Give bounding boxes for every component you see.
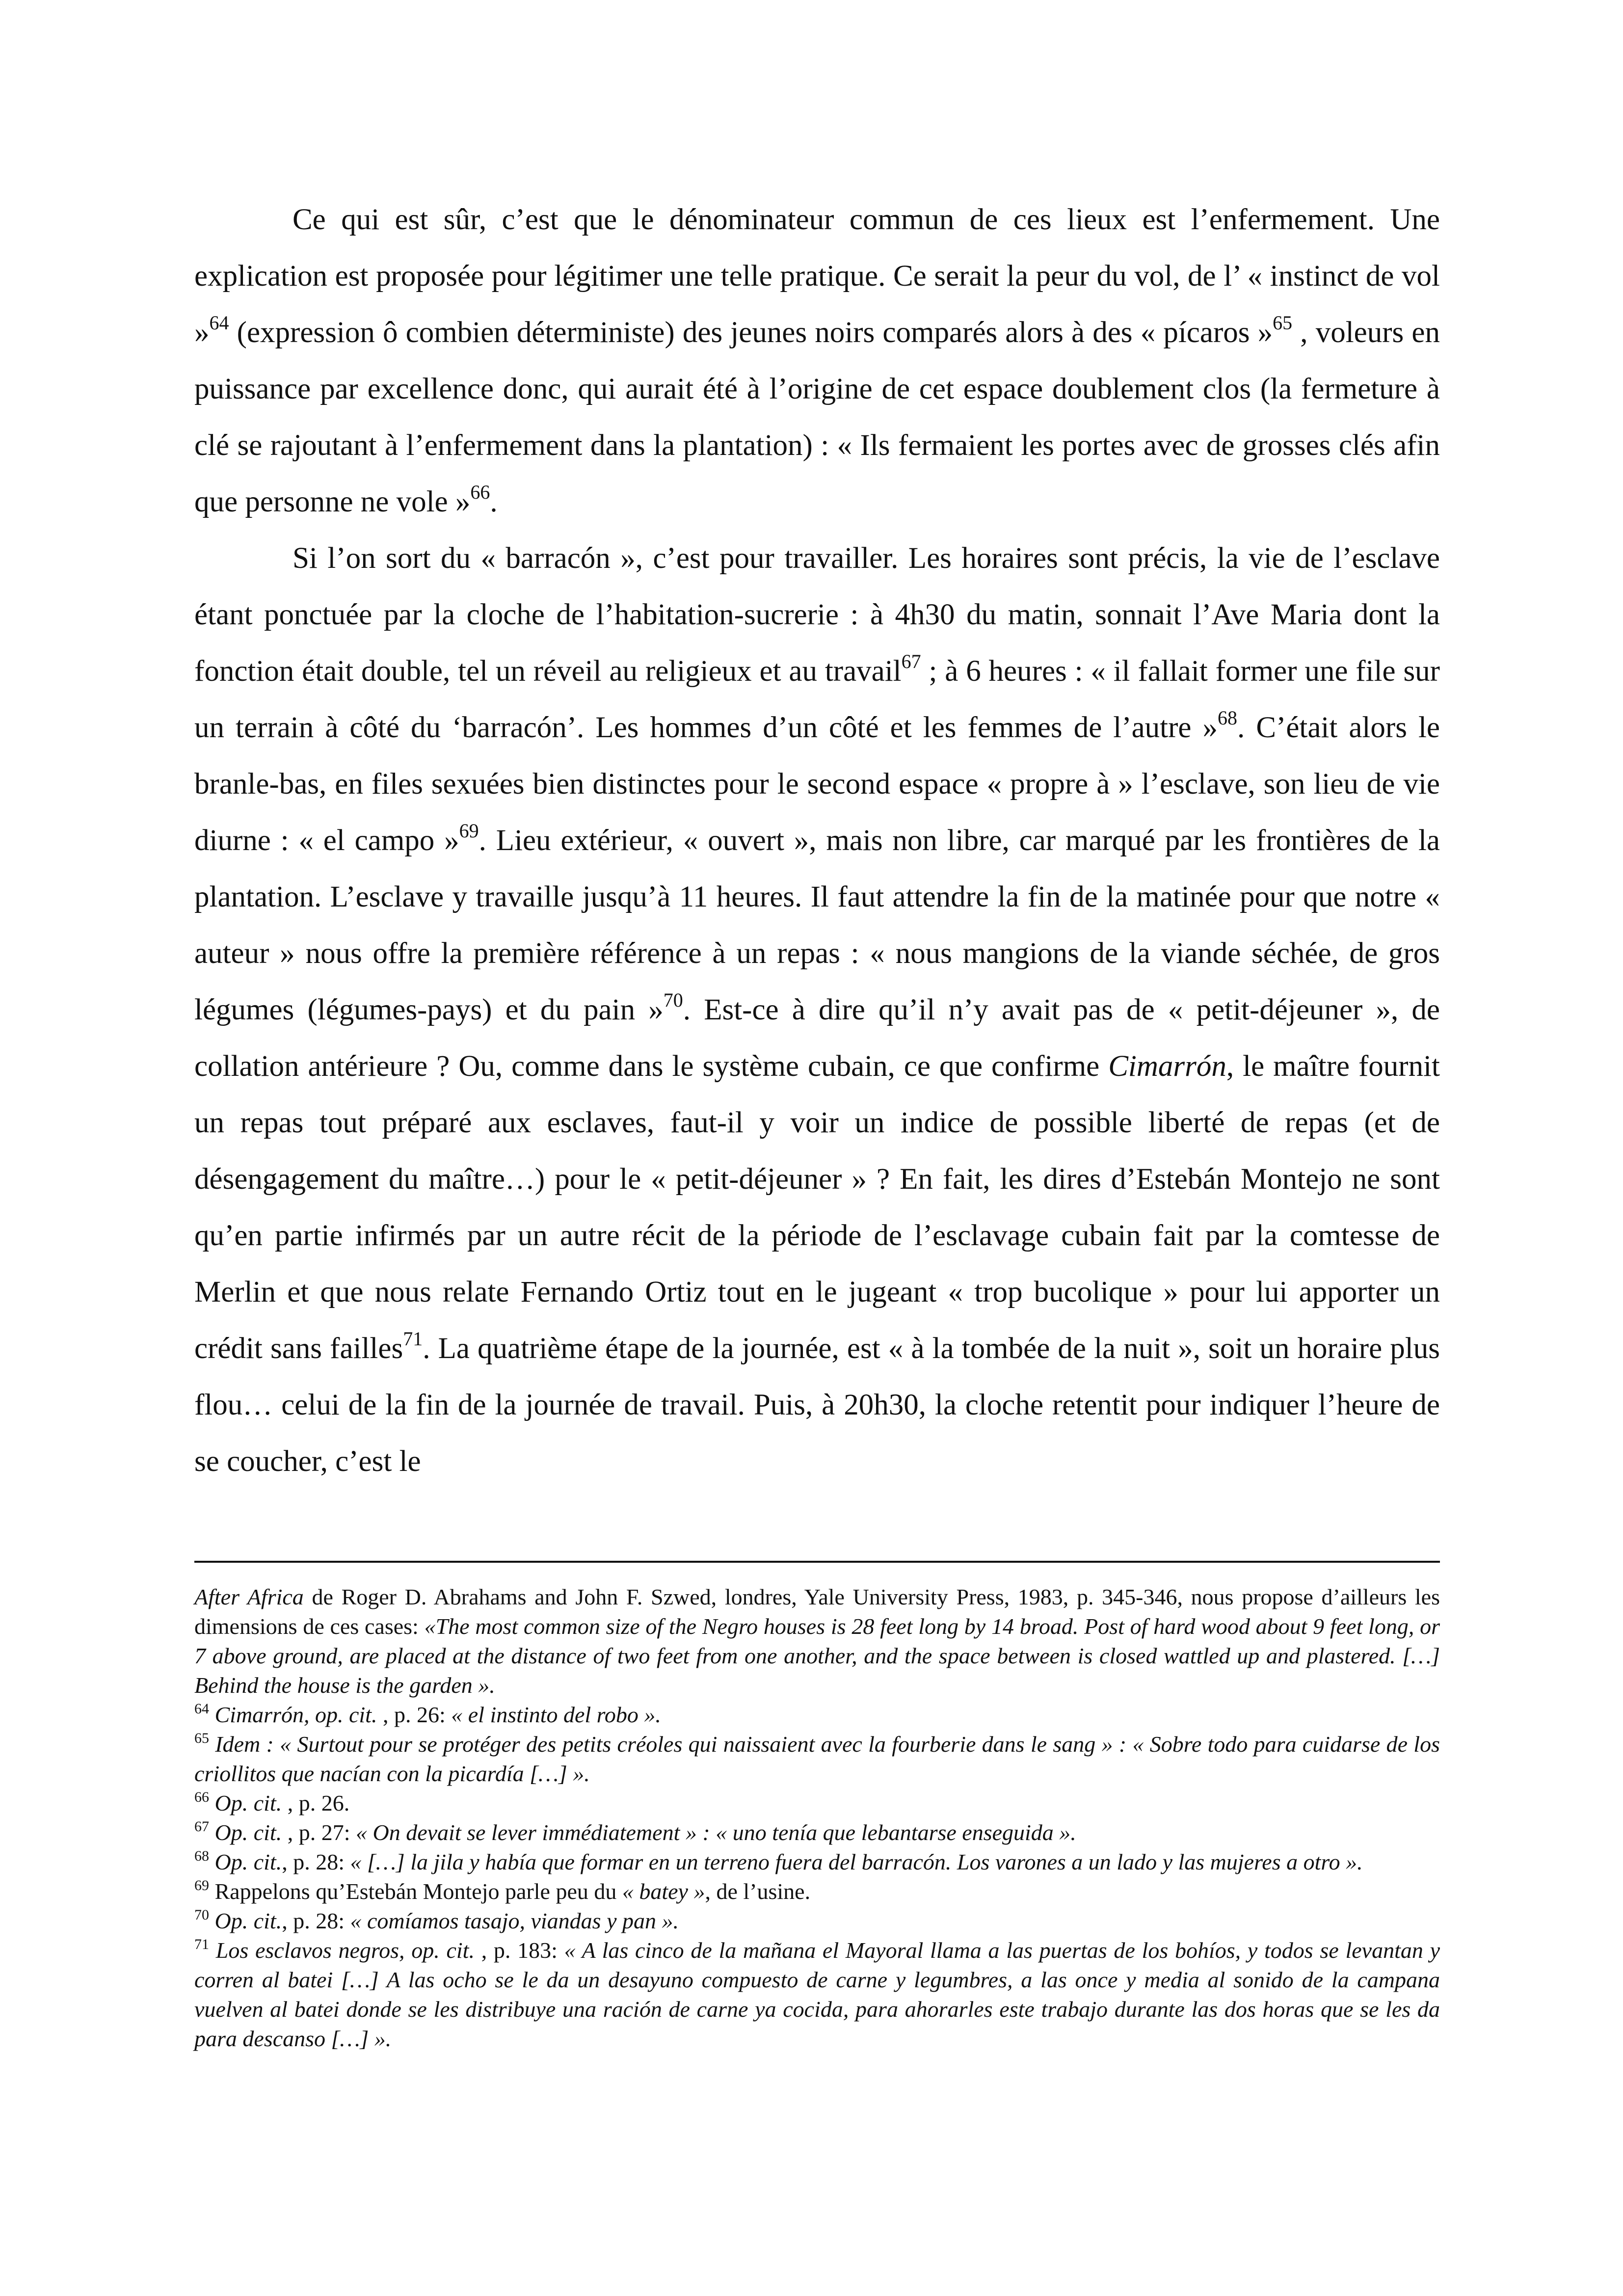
footnote-ref-66[interactable]: 66: [470, 481, 490, 503]
footnote-67: [194, 1818, 1440, 1847]
text-run: ; à 6 heures : « il fallait former une file sur un terrain à côté du ‘barracón’. Les hommes d’un côté et les femmes de l’autre »: [194, 655, 1440, 744]
italic-title: Cimarrón: [1108, 1050, 1226, 1083]
footnote-ref-69[interactable]: 69: [459, 820, 479, 842]
footnote-ref-70[interactable]: 70: [663, 989, 683, 1011]
footnote-number: 71: [194, 1936, 209, 1952]
footnote-64: [194, 1700, 1440, 1730]
footnotes: [194, 1582, 1440, 2054]
italic-title: Op. cit.: [209, 1849, 282, 1874]
text-run: .: [490, 485, 498, 518]
footnote-number: 66: [194, 1789, 209, 1805]
footnote-ref-67[interactable]: 67: [901, 650, 921, 672]
footnote-separator: [194, 1561, 1440, 1563]
italic-quote: « comíamos tasajo, viandas y pan ».: [350, 1908, 679, 1933]
footnote-ref-71[interactable]: 71: [403, 1328, 423, 1350]
italic-quote: « el instinto del robo ».: [451, 1702, 661, 1727]
text-run: , voleurs en puissance par excellence donc, qui aurait été à l’origine de cet espace doublement clos (la fermeture à clé se rajoutant à l’enfermement dans la plantation) : « Ils fermaient les portes avec de grosses clés afin que personne ne vole »: [194, 316, 1440, 518]
text-run: Ce qui est sûr, c’est que le dénominateur commun de ces lieux est l’enfermement. Une explication est proposée pour légitimer une telle pratique. Ce serait la peur du vol, de l’ « instinct de vol »: [194, 203, 1440, 349]
italic-quote: « batey »: [622, 1879, 705, 1904]
italic-title: Cimarrón, op. cit.: [209, 1702, 377, 1727]
footnote-ref-68[interactable]: 68: [1218, 707, 1238, 729]
text-run: . Est-ce à dire qu’il n’y avait pas de « petit-déjeuner », de collation antérieure ? Ou, comme dans le système cubain, ce que confirme: [194, 993, 1440, 1083]
text-run: , p. 28:: [282, 1908, 350, 1933]
text-run: . C’était alors le branle-bas, en files sexuées bien distinctes pour le second espace « propre à » l’esclave, son lieu de vie diurne : « el campo »: [194, 711, 1440, 857]
main-text: [194, 191, 1440, 1490]
footnote-65: [194, 1730, 1440, 1789]
footnote-68: [194, 1847, 1440, 1877]
text-run: , p. 26:: [377, 1702, 452, 1727]
italic-quote: « […] la jila y había que formar en un terreno fuera del barracón. Los varones a un lado y las mujeres a otro ».: [350, 1849, 1363, 1874]
text-run: , p. 26.: [282, 1790, 350, 1815]
text-run: , p. 183:: [474, 1938, 564, 1963]
text-run: , de l’usine.: [705, 1879, 811, 1904]
footnote-number: 67: [194, 1818, 209, 1835]
footnote-continued: [194, 1582, 1440, 1700]
italic-title: Op. cit.: [209, 1820, 282, 1845]
text-run: de Roger D. Abrahams and John F. Szwed, londres, Yale University Press, 1983, p. 345-346, nous propose d’ailleurs les dimensions de ces cases:: [194, 1584, 1440, 1639]
footnote-number: 69: [194, 1877, 209, 1894]
paragraph-1: [194, 191, 1440, 530]
text-run: , le maître fournit un repas tout préparé aux esclaves, faut-il y voir un indice de possible liberté de repas (et de désengagement du maître…) pour le « petit-déjeuner » ? En fait, les dires d’Estebán Montejo ne sont qu’en partie infirmés par un autre récit de la période de l’esclavage cubain fait par la comtesse de Merlin et que nous relate Fernando Ortiz tout en le jugeant « trop bucolique » pour lui apporter un crédit sans failles: [194, 1050, 1440, 1365]
footnote-71: [194, 1936, 1440, 2054]
text-run: . La quatrième étape de la journée, est « à la tombée de la nuit », soit un horaire plus flou… celui de la fin de la journée de travail. Puis, à 20h30, la cloche retentit pour indiquer l’heure de se coucher, c’est le: [194, 1332, 1440, 1478]
text-run: . Lieu extérieur, « ouvert », mais non libre, car marqué par les frontières de la plantation. L’esclave y travaille jusqu’à 11 heures. Il faut attendre la fin de la matinée pour que notre « auteur » nous offre la première référence à un repas : « nous mangions de la viande séchée, de gros légumes (légumes-pays) et du pain »: [194, 824, 1440, 1026]
text-run: (expression ô combien déterministe) des jeunes noirs comparés alors à des « pícaros »: [229, 316, 1273, 349]
footnote-number: 70: [194, 1907, 209, 1923]
footnote-66: [194, 1789, 1440, 1818]
italic-quote: « On devait se lever immédiatement » : « uno tenía que lebantarse enseguida ».: [355, 1820, 1076, 1845]
footnote-number: 65: [194, 1730, 209, 1746]
text-run: , p. 27:: [282, 1820, 356, 1845]
paragraph-2: [194, 530, 1440, 1490]
footnote-69: [194, 1877, 1440, 1906]
italic-title: Los esclavos negros, op. cit.: [209, 1938, 475, 1963]
footnote-number: 68: [194, 1848, 209, 1864]
italic-quote: « A las cinco de la mañana el Mayoral llama a las puertas de los bohíos, y todos se levantan y corren al batei […] A las ocho se le da un desayuno compuesto de carne y legumbres, a las once y media al sonido de la campana vuelven al batei donde se les distribuye una ración de carne ya cocida, para ahorarles este trabajo durante las dos horas que se les da para descanso […] ».: [194, 1938, 1440, 2051]
footnote-ref-65[interactable]: 65: [1273, 312, 1293, 334]
italic-title: Op. cit.: [209, 1790, 282, 1815]
text-run: Si l’on sort du « barracón », c’est pour travailler. Les horaires sont précis, la vie de l’esclave étant ponctuée par la cloche de l’habitation-sucrerie : à 4h30 du matin, sonnait l’Ave Maria dont la fonction était double, tel un réveil au religieux et au travail: [194, 542, 1440, 688]
italic-quote: «The most common size of the Negro houses is 28 feet long by 14 broad. Post of hard wood about 9 feet long, or 7 above ground, are placed at the distance of two feet from one another, and the space between is closed wattled up and plastered. […] Behind the house is the garden ».: [194, 1614, 1440, 1698]
footnote-70: [194, 1906, 1440, 1936]
footnote-ref-64[interactable]: 64: [209, 312, 229, 334]
footnote-number: 64: [194, 1701, 209, 1717]
text-run: Rappelons qu’Estebán Montejo parle peu du: [209, 1879, 622, 1904]
italic-title: Op. cit.: [209, 1908, 282, 1933]
italic-quote: Idem : « Surtout pour se protéger des petits créoles qui naissaient avec la fourberie dans le sang » : « Sobre todo para cuidarse de los criollitos que nacían con la picardía […] ».: [194, 1732, 1440, 1786]
text-run: , p. 28:: [282, 1849, 350, 1874]
italic-title: After Africa: [194, 1584, 304, 1609]
